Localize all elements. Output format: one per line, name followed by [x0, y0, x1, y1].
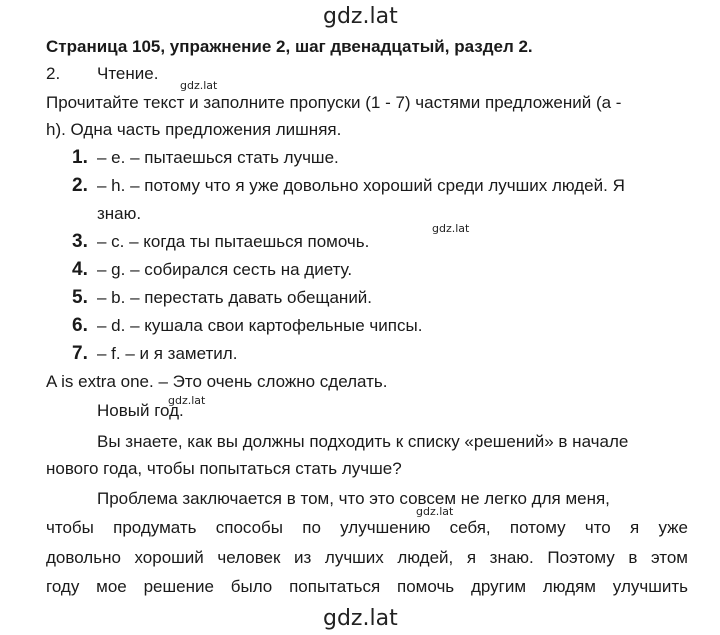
extra-note: A is extra one. – Это очень сложно сделать. — [46, 372, 388, 391]
watermark-small: gdz.lat — [180, 79, 218, 92]
answer-number: 3. — [72, 231, 88, 252]
story-title: Новый год. — [97, 401, 184, 420]
watermark-bottom: gdz.lat — [323, 606, 398, 631]
instruction-line-2: h). Одна часть предложения лишняя. — [46, 120, 342, 139]
answer-number: 7. — [72, 343, 88, 364]
task-title: Чтение. — [97, 64, 159, 83]
answer-number: 4. — [72, 259, 88, 280]
instruction-line-1: Прочитайте текст и заполните пропуски (1 - 7) частями предложений (a - — [46, 93, 622, 112]
answer-text: – b. – перестать давать обещаний. — [97, 288, 373, 307]
paragraph-line: довольно хороший человек из лучших людей, я знаю. Поэтому в этом — [46, 548, 688, 567]
answer-text: – e. – пытаешься стать лучше. — [97, 148, 339, 167]
page-heading: Страница 105, упражнение 2, шаг двенадцатый, раздел 2. — [46, 37, 533, 56]
answer-number: 6. — [72, 315, 88, 336]
answer-number: 5. — [72, 287, 88, 308]
answer-text: – g. – собирался сесть на диету. — [97, 260, 353, 279]
answer-text: – f. – и я заметил. — [97, 344, 238, 363]
paragraph-line: году мое решение было попытаться помочь другим людям улучшить — [46, 577, 688, 596]
answer-text: – d. – кушала свои картофельные чипсы. — [97, 316, 423, 335]
answer-number: 2. — [72, 175, 88, 196]
paragraph-line: Вы знаете, как вы должны подходить к списку «решений» в начале — [97, 432, 629, 451]
watermark-small: gdz.lat — [416, 505, 454, 518]
answer-text: – c. – когда ты пытаешься помочь. — [97, 232, 370, 251]
watermark-small: gdz.lat — [168, 394, 206, 407]
answer-number: 1. — [72, 147, 88, 168]
watermark-top: gdz.lat — [323, 4, 398, 29]
paragraph-line: нового года, чтобы попытаться стать лучше? — [46, 459, 402, 478]
paragraph-line: чтобы продумать способы по улучшению себя, потому что я уже — [46, 518, 688, 537]
watermark-small: gdz.lat — [432, 222, 470, 235]
answer-text: – h. – потому что я уже довольно хороший среди лучших людей. Я — [97, 176, 625, 195]
task-number: 2. — [46, 64, 61, 83]
paragraph-line: Проблема заключается в том, что это совсем не легко для меня, — [97, 489, 610, 508]
answer-text-continuation: знаю. — [97, 204, 142, 223]
